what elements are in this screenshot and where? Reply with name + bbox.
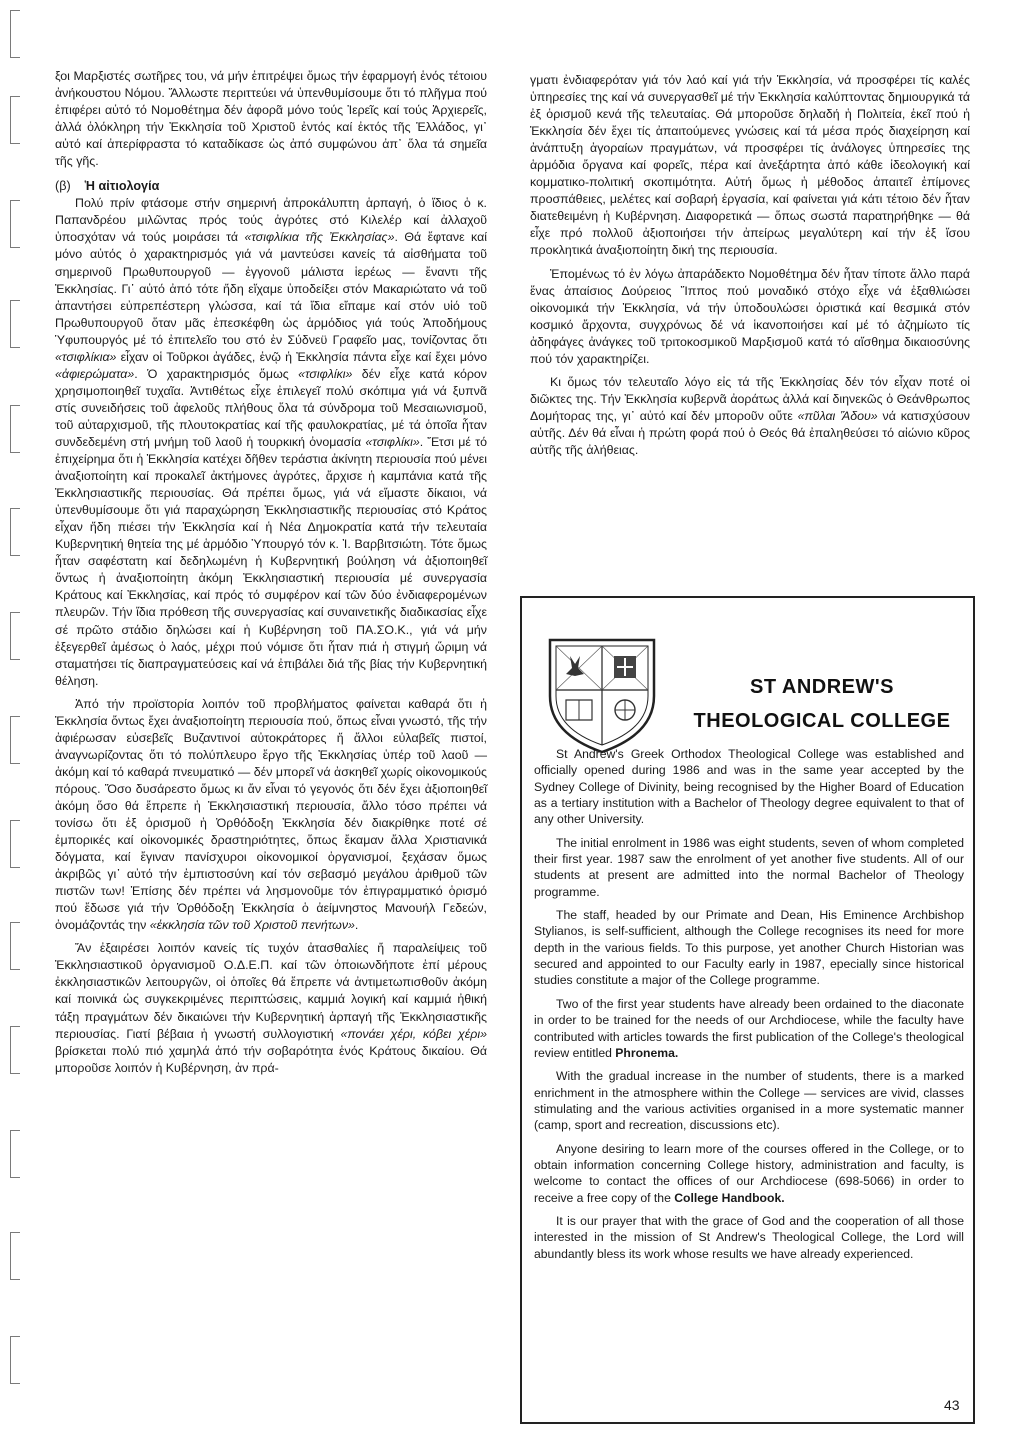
left-paragraph-3: Ἀπό τήν προϊστορία λοιπόν τοῦ προβλήματος φαίνεται καθαρά ὅτι ἡ Ἐκκλησία ὄντως ἔχει ἀναξιοποίητη περιουσία πού, ὅπως εἶναι γνωστό, τῆς τήν ἀφιέρωσαν εὐσεβεῖς Βυζαντινοί αὐτοκράτορες ἤ ἄλλοι εὐλαβεῖς πιστοί, ἀναγνωρίζοντας ὅτι τό πολύπλευρο ἔργο τῆς Ἐκκλησίας ὑπέρ τοῦ λαοῦ — ἀκόμη καί τό καθαρά πνευματικό — δέν μπορεῖ νά ἀσκηθεῖ χωρίς οἰκονομικούς πόρους. Ὅσο δυσάρεστο ὅμως κι ἄν εἶναι τό γεγονός ὅτι δέν ἔχει ἀξιοποιηθεῖ ἀκόμη ὅσο θά ἔπρεπε ἡ Ἐκκλησιαστική περιουσία, ἄλλο τόσο πρέπει νά τονίσω ὅτι ἐξ ὁρισμοῦ ἡ Ὀρθόδοξη Ἐκκλησία δέν διακρίθηκε ποτέ σέ ἐμπορικές καί οἰκονομικές δραστηριότητες, ὅπως ἔκαμαν ἄλλα Χριστιανικά δόγματα, καί ἔγιναν πανίσχυροι οἰκονομικοί ὀργανισμοί, ξεχάσαν ὅμως ἀκριβῶς γι᾿ αὐτό τήν ἐμπιστοσύνη καί τόν σεβασμό μεγάλου ἀριθμοῦ τῶν πιστῶν των! Ἐπίσης δέν πρέπει νά λησμονοῦμε τόν ἐπιγραμματικό ὁρισμό πού ἔδωσε γιά τήν Ὀρθόδοξη Ἐκκλησία ὁ ἀείμνηστος Μανουήλ Γεδεών, ὀνομάζοντάς την «ἐκκλησία τῶν τοῦ Χριστοῦ πενήτων». <box>55 696 487 933</box>
right-column <box>530 72 970 459</box>
section-heading <box>55 178 487 195</box>
left-column <box>55 68 487 1077</box>
college-paragraph-7: It is our prayer that with the grace of God and the cooperation of all those interested in the mission of St Andrew's Theological College, the Lord will abundantly bless its work whose results we have already experienced. <box>534 1213 964 1261</box>
college-paragraph-1: St Andrew's Greek Orthodox Theological College was established and officially opened during 1986 and was in the same year accepted by the Sydney College of Divinity, being recognised by the Higher Board of Education as a tertiary institution with a Bachelor of Theology degree equivalent to that of any other University. <box>534 747 964 827</box>
binder-holes <box>10 0 30 1449</box>
college-paragraph-4: Two of the first year students have already been ordained to the diaconate in order to be trained for the needs of our Archdiocese, while the faculty have contributed with articles towards the first publication of the College's theological review entitled Phronema. <box>534 996 964 1060</box>
page-number: 43 <box>944 1397 960 1413</box>
college-paragraph-5: With the gradual increase in the number of students, there is a marked enrichment in the atmosphere within the College — services are vivid, classes stimulating and the various activities organised in a more systematic manner (camp, sport and recreation, discussions etc). <box>534 1069 964 1133</box>
right-paragraph-2: Ἐπομένως τό ἐν λόγω ἀπαράδεκτο Νομοθέτημα δέν ἦταν τίποτε ἄλλο παρά ἕνας ἀπαίσιος Δούρειος Ἵππος πού μοναδικό στόχο εἶχε νά ἐξαθλιώσει οἰκονομικά τήν Ἐκκλησία, νά τήν ὑποδουλώσει ὁριστικά καί θεσμικά στόν κοσμικό ἄρχοντα, συγχρόνως δέ νά ἱκανοποιήσει καί μέ τό ἀζημίωτο τίς ἀδηφάγες ἀνάγκες τοῦ τριτοκοσμικοῦ Μαρξισμοῦ κατά τό αἴσθημα δικαιοσύνης πού τόν χαρακτηρίζει. <box>530 266 970 366</box>
college-crest-icon <box>542 634 662 756</box>
college-paragraph-2: The initial enrolment in 1986 was eight students, seven of whom completed their first year. 1987 saw the enrolment of yet another five students. All of our students at present are admitted into the normal Bachelor of Theology programme. <box>534 835 964 899</box>
left-paragraph-1: ξοι Μαρξιστές σωτῆρες του, νά μήν ἐπιτρέψει ὅμως τήν ἐφαρμογή ἑνός τέτοιου ἀνήκουστου Νόμου. Ἄλλωστε περιττεύει νά ὑπενθυμίσουμε ὅτι τό πλῆγμα πού ἐπιφέρει αὐτό τό Νομοθέτημα δέν ἀφορᾶ μόνο τούς Ἱερεῖς καί τούς Ἀρχιερεῖς, ἀλλά ὁλόκληρη τήν Ἐκκλησία τοῦ Χριστοῦ ἐντός καί ἐκτός τῆς Ἑλλάδος, γι᾿ αὐτό καί ἀπερίφραστα τό καταδίκασε ὡς ἀπό συμφώνου ἀπ᾿ ὅλα τά σημεῖα τῆς γῆς. <box>55 69 487 169</box>
college-text <box>534 746 964 1262</box>
college-title-line-2: THEOLOGICAL COLLEGE <box>693 710 951 732</box>
college-paragraph-3: The staff, headed by our Primate and Dean, His Eminence Archbishop Stylianos, is self-sufficient, although the College recognises its need for more depth in the various fields. To this purpose, yet another Church Historian was secured and appointed to our Faculty early in 1987, epecially since historical studies constitute a major of the College programme. <box>534 908 964 988</box>
college-title-line-1: ST ANDREW'S <box>750 676 894 698</box>
section-number: (β) <box>55 179 71 194</box>
left-paragraph-2: Πολύ πρίν φτάσομε στήν σημερινή ἀπροκάλυπτη ἁρπαγή, ὁ ἴδιος ὁ κ. Παπανδρέου μιλῶντας πρός τούς ἀγρότες στό Κιλελέρ καί ἀλλαχοῦ ὑποσχόταν νά τούς μοιράσει τά «τσιφλίκια τῆς Ἐκκλησίας». Θά ἔφτανε καί μόνο αὐτός ὁ χαρακτηρισμός γιά νά μαντεύσει κανείς τά αἰσθήματα τοῦ σημερινοῦ Πρωθυπουργοῦ — ἐγγονοῦ μάλιστα ἱερέως — ἔναντι τῆς Ἐκκλησίας. Γι᾿ αὐτό ἀπό τότε ἤδη εἴχαμε ὑποδείξει στόν Μακαριώτατο νά τοῦ ἀπαντήσει εὐπρεπέστερη γλώσσα, καί τά ἴδια εἴπαμε καί στόν υἱό τοῦ Πρωθυπουργοῦ ὅταν μᾶς ἐπεσκέφθη ὡς ἁρμόδιος γιά τούς Ἀποδήμους Ὑφυπουργός μέ τό ἐπιτελεῖο του στό ἐν Σύδνεϋ Γραφεῖο μας, τονίζοντας ὅτι «τσιφλίκια» εἶχαν οἱ Τοῦρκοι ἀγάδες, ἐνῷ ἡ Ἐκκλησία πάντα εἶχε καί ἔχει μόνο «ἀφιερώματα». Ὁ χαρακτηρισμός ὅμως «τσιφλίκι» δέν εἶχε κατά κόρον χρησιμοποιηθεῖ τυχαῖα. Ἀντιθέτως εἶχε ἐπιλεγεῖ πολύ σκόπιμα γιά νά ξυπνᾶ στίς συνειδήσεις τοῦ ἀφελοῦς πλήθους ὅλα τά σύνδρομα τοῦ Μεσαιωνισμοῦ, τοῦ αὐταρχισμοῦ, τῆς πλουτοκρατίας καί τῆς φαυλοκρατίας, μέ τά ὁποῖα ἦταν συνδεδεμένη στή μνήμη τοῦ λαοῦ ἡ τουρκική ὀνομασία «τσιφλίκι». Ἔτσι μέ τό ἐπιχείρημα ὅτι ἡ Ἐκκλησία κατέχει δῆθεν τεράστια ἀκίνητη περιουσία πού μένει ἀναξιοποίητη καί προκαλεῖ ἀκτήμονες ἀγρότες, ἄρχισε ἡ καμπάνια κατά τῆς Ἐκκλησιαστικῆς περιουσίας. Θά πρέπει ὅμως, γιά νά εἴμαστε δίκαιοι, νά ὑπενθυμίσουμε ὅτι γιά παραχώρηση Ἐκκλησιαστικῆς περιουσίας στό Κράτος εἶχαν ἤδη πιέσει τήν Ἐκκλησία καί ἡ Νέα Δημοκρατία κατά τήν τελευταία Κυβερνητική θητεία της μέ ἁρμόδιο Ὑπουργό τόν κ. Ἰ. Βαρβιτσιώτη. Τότε ὅμως ἦταν σαφέστατη καί δεδηλωμένη ἡ Κυβερνητική βούληση νά ἀξιοποιηθεῖ ὄντως ἡ ἀναξιοποίητη ἀκόμη Ἐκκλησιαστική περιουσία μέ συνεργασία Κράτους καί Ἐκκλησίας, καί πρός τό συμφέρον καί τῶν δύο ἐνδιαφερομένων πλευρῶν. Τήν ἴδια πρόθεση τῆς συνεργασίας καί συναιvετικῆς διαδικασίας εἶχε σέ πρῶτο στάδιο δηλώσει καί ἡ Κυβέρνηση τοῦ ΠΑ.ΣΟ.Κ., γιά νά μήν ἐξεγερθεῖ ἀμέσως ὁ λαός, μέχρι πού νόμισε ὅτι ἦταν πιά ἡ στιγμή ὥριμη νά σταματήσει τίς διαπραγματεύσεις καί νά ἐπιβάλει διά τῆς βίας τήν Κυβερνητική θέληση. <box>55 196 488 688</box>
college-paragraph-6: Anyone desiring to learn more of the courses offered in the College, or to obtain information concerning College history, administration and faculty, is welcome to contact the offices of our Archdiocese (698-5066) in order to receive a free copy of the College Handbook. <box>534 1141 964 1205</box>
right-paragraph-3: Κι ὅμως τόν τελευταῖο λόγο εἰς τά τῆς Ἐκκλησίας δέν τόν εἶχαν ποτέ οἱ διῶκτες της. Τήν Ἐκκλησία κυβερνᾶ ἀοράτως ἀλλά καί διηνεκῶς ὁ Θεάνθρωπος Δομήτορας της, γι᾿ αὐτό καί δέν μποροῦν οὔτε «πῦλαι Ἅδου» νά κατισχύσουν αὐτῆς. Δέν θά εἶναι ἡ πρώτη φορά πού ὁ Θεός θά ἐπαληθεύσει τό αἰώνιο κῦρος αὐτῆς τῆς ἀλήθειας. <box>530 374 971 457</box>
section-title: Ἡ αἰτιολογία <box>84 179 160 194</box>
left-paragraph-4: Ἄν ἐξαιρέσει λοιπόν κανείς τίς τυχόν ἀτασθαλίες ἤ παραλείψεις τοῦ Ἐκκλησιαστικοῦ ὀργανισμοῦ Ο.Δ.Ε.Π. καί τῶν ὁποιωνδήποτε ἐπί μέρους ἐκκλησιαστικῶν λειτουργῶν, οἱ ὁποῖες θά ἔπρεπε νά ἀντιμετωπισθοῦν ἀκόμη καί ποινικά ὡς συγκεκριμένες περιπτώσεις, καμμιά λογική καί καμμιά ἠθική τάξη πραγμάτων δέν δικαιώνει τήν Κυβερνητική ἁρπαγή τῆς Ἐκκλησιαστικῆς περιουσίας. Γιατί βέβαια ἡ γνωστή συλλογιστική «πονάει χέρι, κόβει χέρι» βρίσκεται πολύ πιό χαμηλά ἀπό τήν σοβαρότητα ἑνός Κράτους δικαίου. Θά μποροῦσε λοιπόν ἡ Κυβέρνηση, ἀν πρά- <box>55 941 487 1075</box>
right-paragraph-1: γματι ἐνδιαφερόταν γιά τόν λαό καί γιά τήν Ἐκκλησία, νά προσφέρει τίς καλές ὑπηρεσίες της καί νά συνεργασθεῖ μέ τήν Ἐκκλησία καλύπτοντας δημιουργικά τά ἐξ ὁρισμοῦ κενά τῆς τελευταίας. Θά μποροῦσε δηλαδή ἡ Πολιτεία, ἐκεῖ πού ἡ Ἐκκλησία δέν ἔχει τίς ἀπαιτούμενες γνώσεις καί τά μέσα πρός διαχείρηση καί ἀνάπτυξη ἀγοραίων πραγμάτων, νά προσφέρει τίς ἀνάλογες ὑπηρεσίες της ἁρμόδια ὄργανα καί φορεῖς, πέρα καί ἀνεξάρτητα ἀπό κάθε ἰδεολογική καί κομματικο-πολιτική σκοπιμότητα. Αὐτή ὅμως ἡ μέθοδος ἀπαιτεῖ ἐπίμονες προσπάθειες, μελέτες καί σοβαρή ἐργασία, καί φαίνεται γιά κάτι τέτοιο δέν ἦταν διατεθειμένη ἡ Κυβέρνηση. Διαφορετικά — ὅπως σωστά παρατηρήθηκε — θά εἶχε πρό πολλοῦ ἀξιοποιήσει τήν ἀπείρως μεγαλύτερη καί τήν ἐξ ἴσου προκλητικά ἀναξιοποίητη δική της περιουσία. <box>530 73 970 258</box>
college-box <box>520 596 975 1424</box>
